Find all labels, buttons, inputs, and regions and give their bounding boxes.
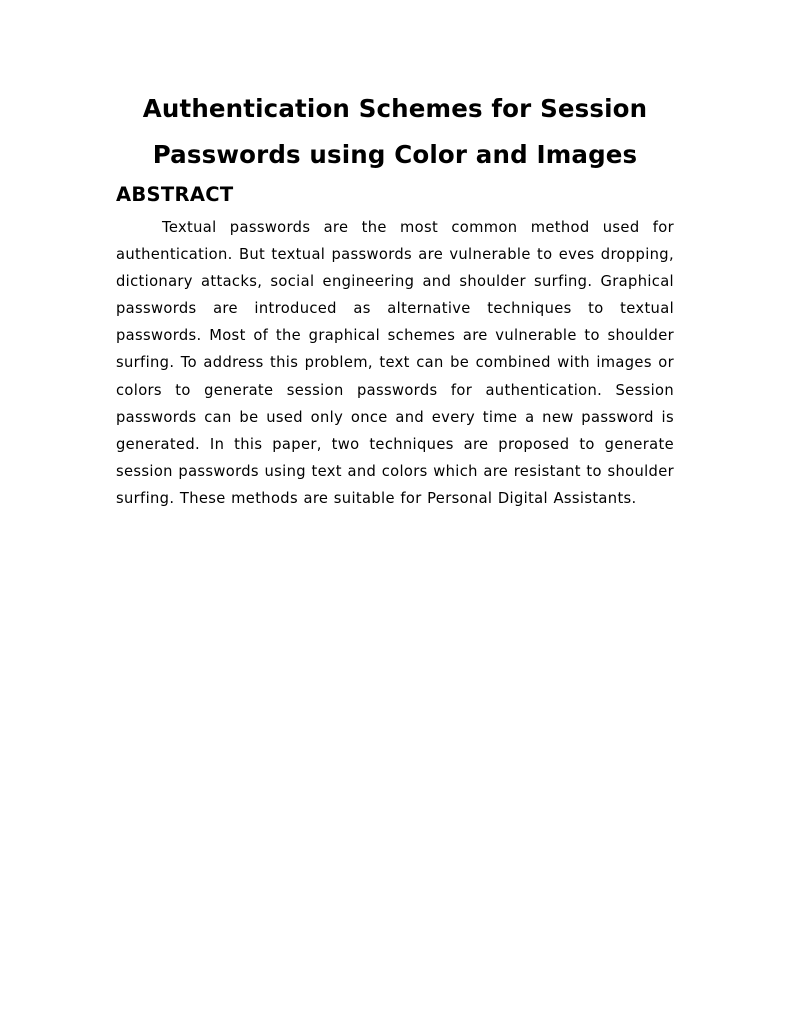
abstract-paragraph: Textual passwords are the most common method used for authentication. But textual passwords are vulnerable to eves dropping, dictionary attacks, social engineering and shoulder surfing. Graphical passwords are introduced as alternative techniques to textual passwords. Most of the graphical schemes are vulnerable to shoulder surfing. To address this problem, text can be combined with images or colors to generate session passwords for authentication. Session passwords can be used only once and every time a new password is generated. In this paper, two techniques are proposed to generate session passwords using text and colors which are resistant to shoulder surfing. These methods are suitable for Personal Digital Assistants. xyxy=(116,219,674,507)
paper-title xyxy=(100,86,690,178)
abstract-heading: ABSTRACT xyxy=(116,183,234,206)
paper-title-line-2: Passwords using Color and Images xyxy=(152,140,638,169)
paper-title-line-1: Authentication Schemes for Session xyxy=(142,94,648,123)
